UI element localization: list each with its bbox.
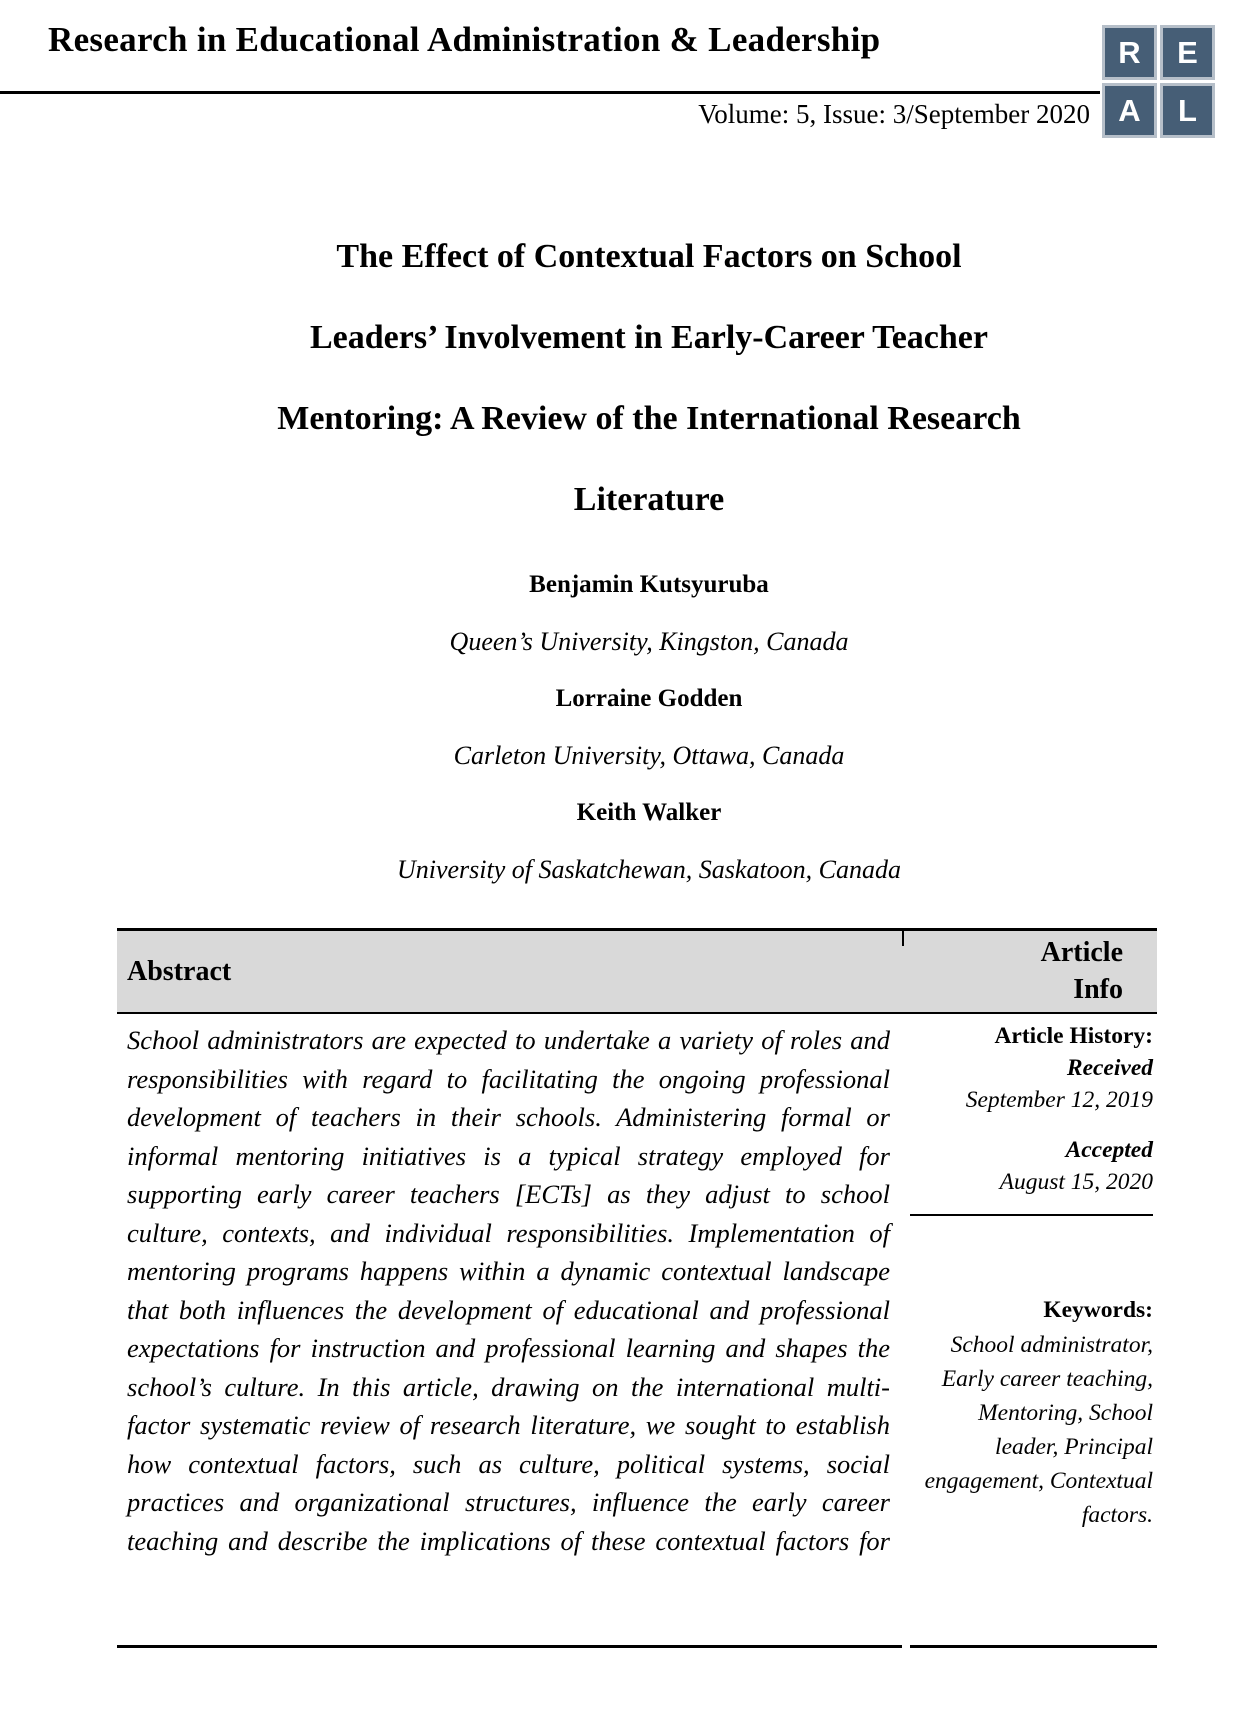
logo-tile-e: E <box>1160 25 1215 80</box>
accepted-date: August 15, 2020 <box>999 1169 1153 1195</box>
article-info-divider-rule <box>910 1214 1153 1216</box>
abstract-table-header-row <box>117 928 1157 1014</box>
keywords-label: Keywords: <box>1043 1297 1153 1323</box>
author-name: Lorraine Godden <box>555 685 743 712</box>
author-name: Benjamin Kutsyuruba <box>529 571 769 598</box>
logo-tile-a: A <box>1102 83 1157 138</box>
logo-tile-r: R <box>1102 25 1157 80</box>
masthead-rule <box>0 91 1100 94</box>
abstract-table <box>117 928 1157 1648</box>
abstract-header-cell: Abstract <box>127 955 232 987</box>
volume-issue-line: Volume: 5, Issue: 3/September 2020 <box>698 99 1090 129</box>
authors-block <box>40 556 1258 898</box>
abstract-table-body-row <box>117 1014 1157 1648</box>
article-title-line: The Effect of Contextual Factors on School <box>336 238 962 275</box>
article-title-line: Literature <box>573 481 725 518</box>
journal-name: Research in Educational Administration & Leadership <box>48 20 881 59</box>
article-info-header-label: Article Info <box>1040 937 1123 1005</box>
column-divider-tick <box>902 931 904 946</box>
accepted-label: Accepted <box>1065 1137 1153 1163</box>
author-affiliation: Queen’s University, Kingston, Canada <box>449 627 849 656</box>
journal-logo <box>1102 25 1215 138</box>
article-info-header-cell <box>902 931 1157 1012</box>
author-affiliation: University of Saskatchewan, Saskatoon, Canada <box>396 855 902 884</box>
article-info-cell <box>910 1014 1157 1648</box>
author-name: Keith Walker <box>576 799 722 826</box>
article-history-label: Article History: <box>994 1023 1153 1049</box>
keywords-text: School administrator, Early career teaching, Mentoring, School leader, Principal engagement, Contextual factors. <box>924 1332 1153 1528</box>
abstract-text: School administrators are expected to undertake a variety of roles and responsibilities with regard to facilitating the ongoing professional development of teachers in their schools. Administering formal or informal mentoring initiatives is a typical strategy employed for supporting early career teachers [ECTs] as they adjust to school culture, contexts, and individual responsibilities. Implementation of mentoring programs happens within a dynamic contextual landscape that both influences the development of educational and professional expectations for instruction and professional learning and shapes the school’s culture. In this article, drawing on the international multi-factor systematic review of research literature, we sought to establish how contextual factors, such as culture, political systems, social practices and organizational structures, influence the early career teaching and describe the implications of these contextual factors for <box>117 1014 902 1648</box>
article-title <box>40 216 1258 540</box>
received-date: September 12, 2019 <box>965 1087 1153 1113</box>
logo-tile-l: L <box>1160 83 1215 138</box>
received-label: Received <box>1066 1055 1153 1081</box>
column-gap <box>902 1014 910 1648</box>
article-title-line: Leaders’ Involvement in Early-Career Teacher <box>309 319 988 356</box>
article-title-line: Mentoring: A Review of the International Research <box>277 400 1021 437</box>
author-affiliation: Carleton University, Ottawa, Canada <box>453 741 845 770</box>
accepted-group <box>910 1134 1153 1198</box>
